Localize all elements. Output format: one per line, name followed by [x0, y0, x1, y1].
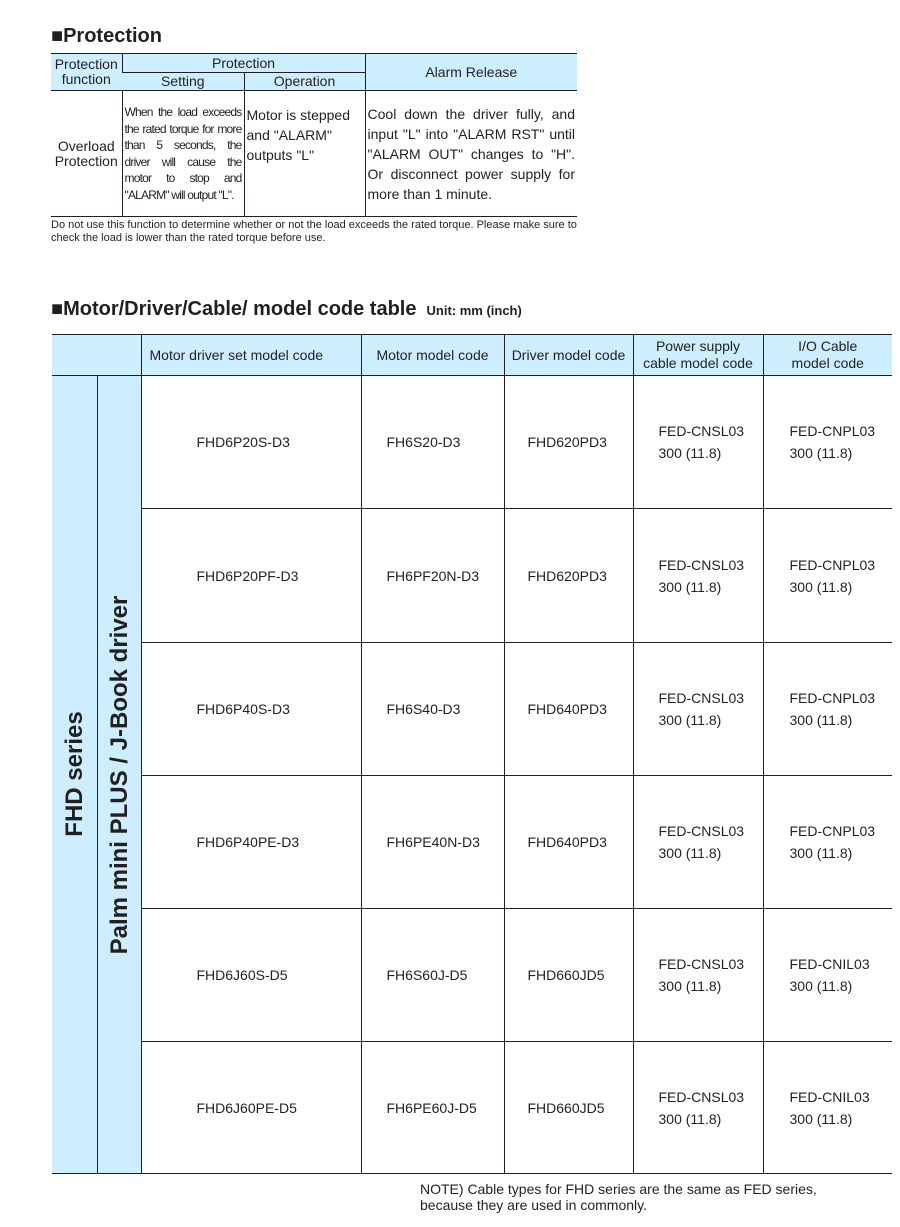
io-cable-code [763, 776, 892, 909]
set-model-code: FHD6P20PF-D3 [141, 509, 361, 643]
driver-model-code: FHD620PD3 [504, 509, 633, 643]
io-cable-length: 300 (11.8) [789, 712, 853, 728]
power-cable-code [633, 509, 763, 643]
model-table-note-line2: because they are used in commonly. [420, 1197, 647, 1213]
set-model-code: FHD6J60PE-D5 [141, 1042, 361, 1174]
header-operation: Operation [244, 73, 365, 91]
driver-model-code: FHD660JD5 [504, 1042, 633, 1174]
io-cable-code [763, 909, 892, 1042]
model-table-note [420, 1181, 817, 1213]
header-alarm-release: Alarm Release [365, 54, 577, 91]
protection-table [51, 53, 577, 217]
io-cable-name: FED-CNPL03 [789, 556, 876, 573]
power-cable-code [633, 643, 763, 776]
row-operation: Motor is stepped and "ALARM" outputs "L" [244, 91, 365, 217]
header-setting: Setting [122, 73, 244, 91]
row-setting: When the load exceeds the rated torque for more than 5 seconds, the driver will cause the motor to stop and "ALARM" will output "L". [122, 91, 244, 217]
header-power-cable-line2: cable model code [643, 355, 753, 371]
driver-model-code: FHD640PD3 [504, 643, 633, 776]
model-table-note-line1: NOTE) Cable types for FHD series are the same as FED series, [420, 1181, 817, 1197]
row-alarm-release: Cool down the driver fully, and input "L" into "ALARM RST" until "ALARM OUT" changes to "H". Or disconnect power supply for more than 1 minute. [365, 91, 577, 217]
power-cable-name: FED-CNSL03 [658, 423, 745, 439]
power-cable-code [633, 376, 763, 509]
power-cable-length: 300 (11.8) [658, 845, 722, 861]
model-table-title-text: ■Motor/Driver/Cable/ model code table [51, 298, 417, 320]
driver-model-code: FHD660JD5 [504, 909, 633, 1042]
io-cable-length: 300 (11.8) [789, 578, 853, 595]
model-table-title [51, 298, 522, 321]
power-cable-length: 300 (11.8) [658, 712, 722, 728]
io-cable-length: 300 (11.8) [789, 445, 853, 461]
power-cable-name: FED-CNSL03 [658, 823, 745, 839]
io-cable-code [763, 509, 892, 643]
driver-type-label: Palm mini PLUS / J-Book driver [106, 595, 133, 955]
set-model-code: FHD6P40S-D3 [141, 643, 361, 776]
power-cable-name: FED-CNSL03 [658, 956, 745, 972]
driver-model-code: FHD640PD3 [504, 776, 633, 909]
power-cable-name: FED-CNSL03 [658, 556, 745, 573]
io-cable-name: FED-CNPL03 [789, 690, 876, 706]
motor-model-code: FH6PE40N-D3 [361, 776, 504, 909]
motor-model-code: FH6S40-D3 [361, 643, 504, 776]
power-cable-length: 300 (11.8) [658, 578, 722, 595]
set-model-code: FHD6P20S-D3 [141, 376, 361, 509]
header-io-cable [763, 335, 892, 376]
header-motor-model: Motor model code [361, 335, 504, 376]
protection-note: Do not use this function to determine whether or not the load exceeds the rated torque. Please make sure to check the load is lower than the rated torque before use. [51, 219, 577, 244]
power-cable-code [633, 909, 763, 1042]
io-cable-length: 300 (11.8) [789, 845, 853, 861]
header-protection: Protection [122, 54, 365, 73]
unit-label: Unit: mm (inch) [426, 303, 522, 318]
set-model-code: FHD6P40PE-D3 [141, 776, 361, 909]
model-code-table [52, 334, 892, 1174]
header-protection-function: Protection function [51, 54, 122, 91]
power-cable-name: FED-CNSL03 [658, 690, 745, 706]
io-cable-name: FED-CNPL03 [789, 823, 876, 839]
header-driver-model: Driver model code [504, 335, 633, 376]
header-blank [52, 335, 141, 376]
power-cable-length: 300 (11.8) [658, 445, 722, 461]
io-cable-code [763, 1042, 892, 1174]
header-set-model: Motor driver set model code [141, 335, 361, 376]
driver-model-code: FHD620PD3 [504, 376, 633, 509]
protection-title: ■Protection [51, 25, 162, 47]
io-cable-name: FED-CNIL03 [789, 956, 870, 972]
header-power-cable [633, 335, 763, 376]
io-cable-length: 300 (11.8) [789, 978, 853, 994]
io-cable-name: FED-CNIL03 [789, 1088, 870, 1105]
power-cable-code [633, 1042, 763, 1174]
row-function: Overload Protection [51, 91, 122, 217]
power-cable-code [633, 776, 763, 909]
power-cable-length: 300 (11.8) [658, 1110, 722, 1127]
io-cable-length: 300 (11.8) [789, 1110, 853, 1127]
power-cable-length: 300 (11.8) [658, 978, 722, 994]
motor-model-code: FH6PF20N-D3 [361, 509, 504, 643]
motor-model-code: FH6S20-D3 [361, 376, 504, 509]
set-model-code: FHD6J60S-D5 [141, 909, 361, 1042]
motor-model-code: FH6S60J-D5 [361, 909, 504, 1042]
series-label: FHD series [61, 711, 88, 837]
io-cable-code [763, 643, 892, 776]
io-cable-name: FED-CNPL03 [789, 423, 876, 439]
power-cable-name: FED-CNSL03 [658, 1088, 745, 1105]
io-cable-code [763, 376, 892, 509]
header-io-cable-line1: I/O Cable [798, 338, 858, 354]
header-io-cable-line2: model code [791, 355, 864, 371]
motor-model-code: FH6PE60J-D5 [361, 1042, 504, 1174]
header-power-cable-line1: Power supply [655, 338, 741, 354]
